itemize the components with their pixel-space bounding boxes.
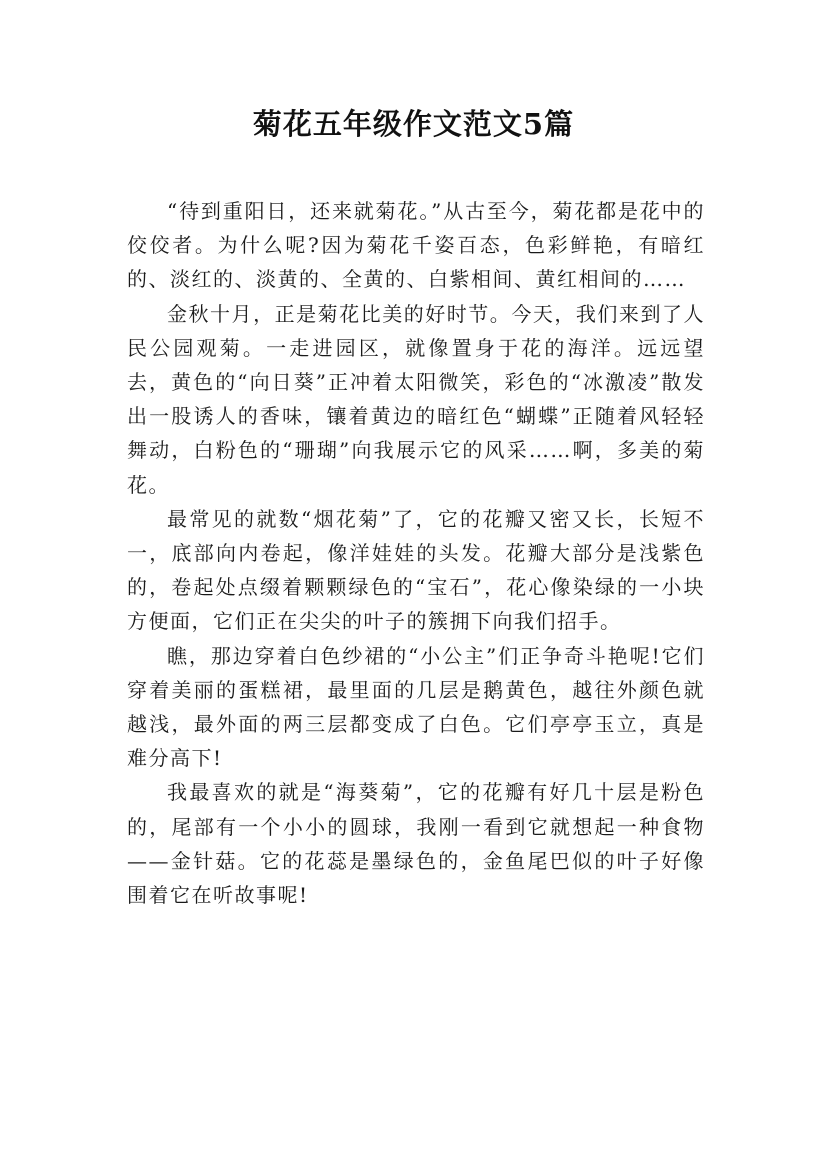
- paragraph-3: 最常见的就数“烟花菊”了，它的花瓣又密又长，长短不一，底部向内卷起，像洋娃娃的头发。花瓣大部分是浅紫色的，卷起处点缀着颗颗绿色的“宝石”，花心像染绿的一小块方便面，它们正在尖尖的叶子的簇拥下向我们招手。: [127, 506, 705, 634]
- paragraph-5: 我最喜欢的就是“海葵菊”，它的花瓣有好几十层是粉色的，尾部有一个小小的圆球，我刚一看到它就想起一种食物——金针菇。它的花蕊是墨绿色的，金鱼尾巴似的叶子好像围着它在听故事呢!: [127, 780, 705, 908]
- paragraph-4: 瞧，那边穿着白色纱裙的“小公主”们正争奇斗艳呢!它们穿着美丽的蛋糕裙，最里面的几层是鹅黄色，越往外颜色就越浅，最外面的两三层都变成了白色。它们亭亭玉立，真是难分高下!: [127, 643, 705, 771]
- document-body: [127, 194, 705, 912]
- paragraph-2: 金秋十月，正是菊花比美的好时节。今天，我们来到了人民公园观菊。一走进园区，就像置身于花的海洋。远远望去，黄色的“向日葵”正冲着太阳微笑，彩色的“冰激凌”散发出一股诱人的香味，镶着黄边的暗红色“蝴蝶”正随着风轻轻舞动，白粉色的“珊瑚”向我展示它的风采……啊，多美的菊花。: [127, 301, 705, 497]
- document-title: 菊花五年级作文范文5篇: [252, 107, 575, 141]
- paragraph-1: “待到重阳日，还来就菊花。”从古至今，菊花都是花中的佼佼者。为什么呢?因为菊花千姿百态，色彩鲜艳，有暗红的、淡红的、淡黄的、全黄的、白紫相间、黄红相间的……: [127, 199, 705, 292]
